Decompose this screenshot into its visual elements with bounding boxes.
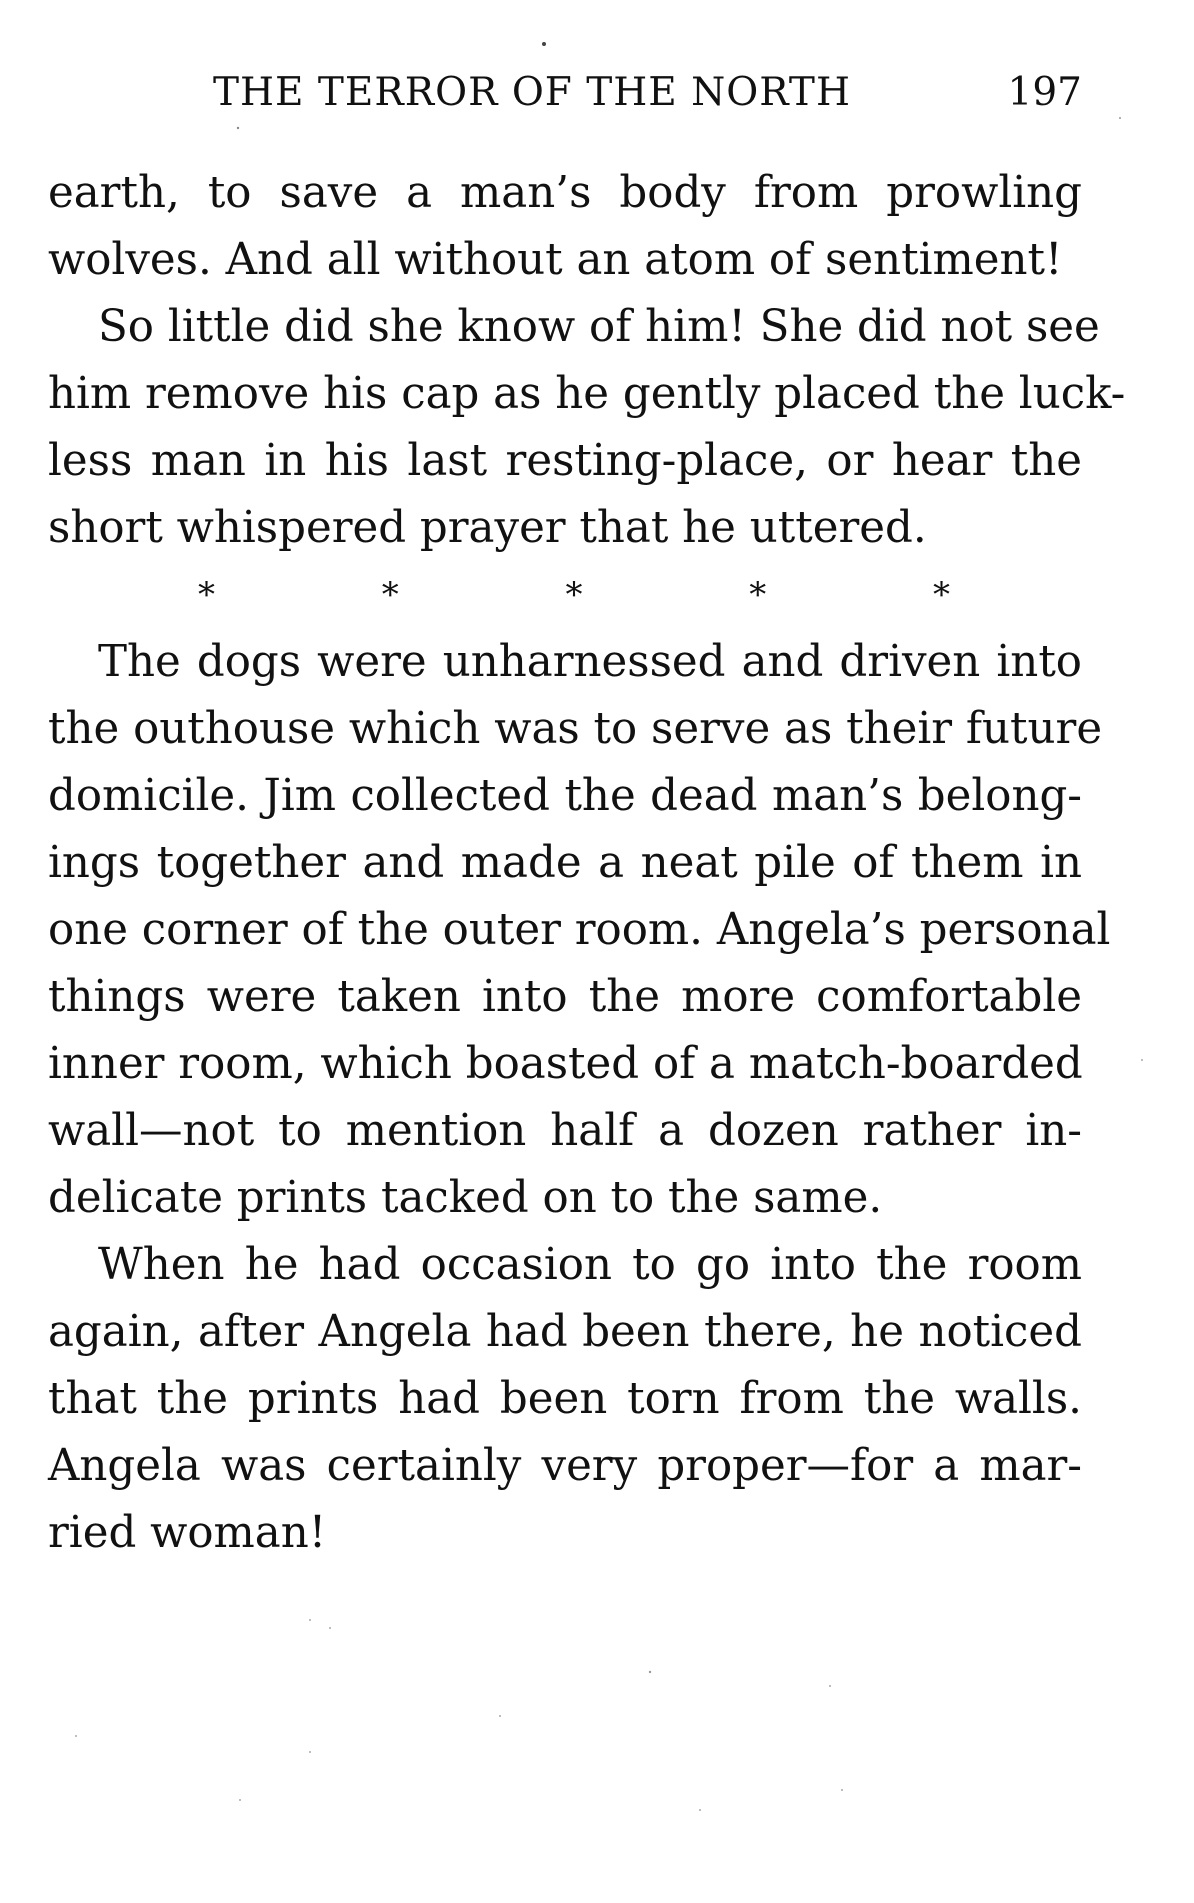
- text-line: When he had occasion to go into the room: [98, 1240, 1082, 1290]
- text-line: wolves. And all without an atom of sentiment!: [48, 235, 1063, 285]
- text-line: one corner of the outer room. Angela’s personal: [48, 905, 1111, 955]
- page-header: [48, 68, 1082, 118]
- text-line: earth, to save a man’s body from prowling: [48, 168, 1082, 218]
- text-line: delicate prints tacked on to the same.: [48, 1173, 883, 1223]
- text-line: short whispered prayer that he uttered.: [48, 503, 927, 553]
- text-line: that the prints had been torn from the walls.: [48, 1374, 1082, 1424]
- text-line: The dogs were unharnessed and driven into: [98, 637, 1082, 687]
- asterisk: *: [749, 575, 767, 615]
- page-number: 197: [1007, 70, 1082, 115]
- text-line: Angela was certainly very proper—for a mar-: [48, 1441, 1082, 1491]
- text-line: again, after Angela had been there, he noticed: [48, 1307, 1082, 1357]
- body-text: [48, 160, 1126, 1567]
- asterisk: *: [198, 575, 215, 615]
- text-line: So little did she know of him! She did not see: [98, 302, 1100, 352]
- text-line: ings together and made a neat pile of them in: [48, 838, 1082, 888]
- text-line: the outhouse which was to serve as their future: [48, 704, 1103, 754]
- section-break: [48, 562, 1082, 629]
- text-line: him remove his cap as he gently placed the luck-: [48, 369, 1126, 419]
- running-title: THE TERROR OF THE NORTH: [213, 70, 851, 115]
- asterisk: *: [381, 575, 399, 615]
- text-line: less man in his last resting-place, or hear the: [48, 436, 1082, 486]
- asterisk: *: [933, 575, 950, 615]
- asterisk: *: [565, 575, 583, 615]
- text-line: ried woman!: [48, 1508, 327, 1558]
- text-line: domicile. Jim collected the dead man’s belong-: [48, 771, 1082, 821]
- text-line: wall—not to mention half a dozen rather in-: [48, 1106, 1082, 1156]
- text-line: inner room, which boasted of a match-boarded: [48, 1039, 1083, 1089]
- text-line: things were taken into the more comfortable: [48, 972, 1082, 1022]
